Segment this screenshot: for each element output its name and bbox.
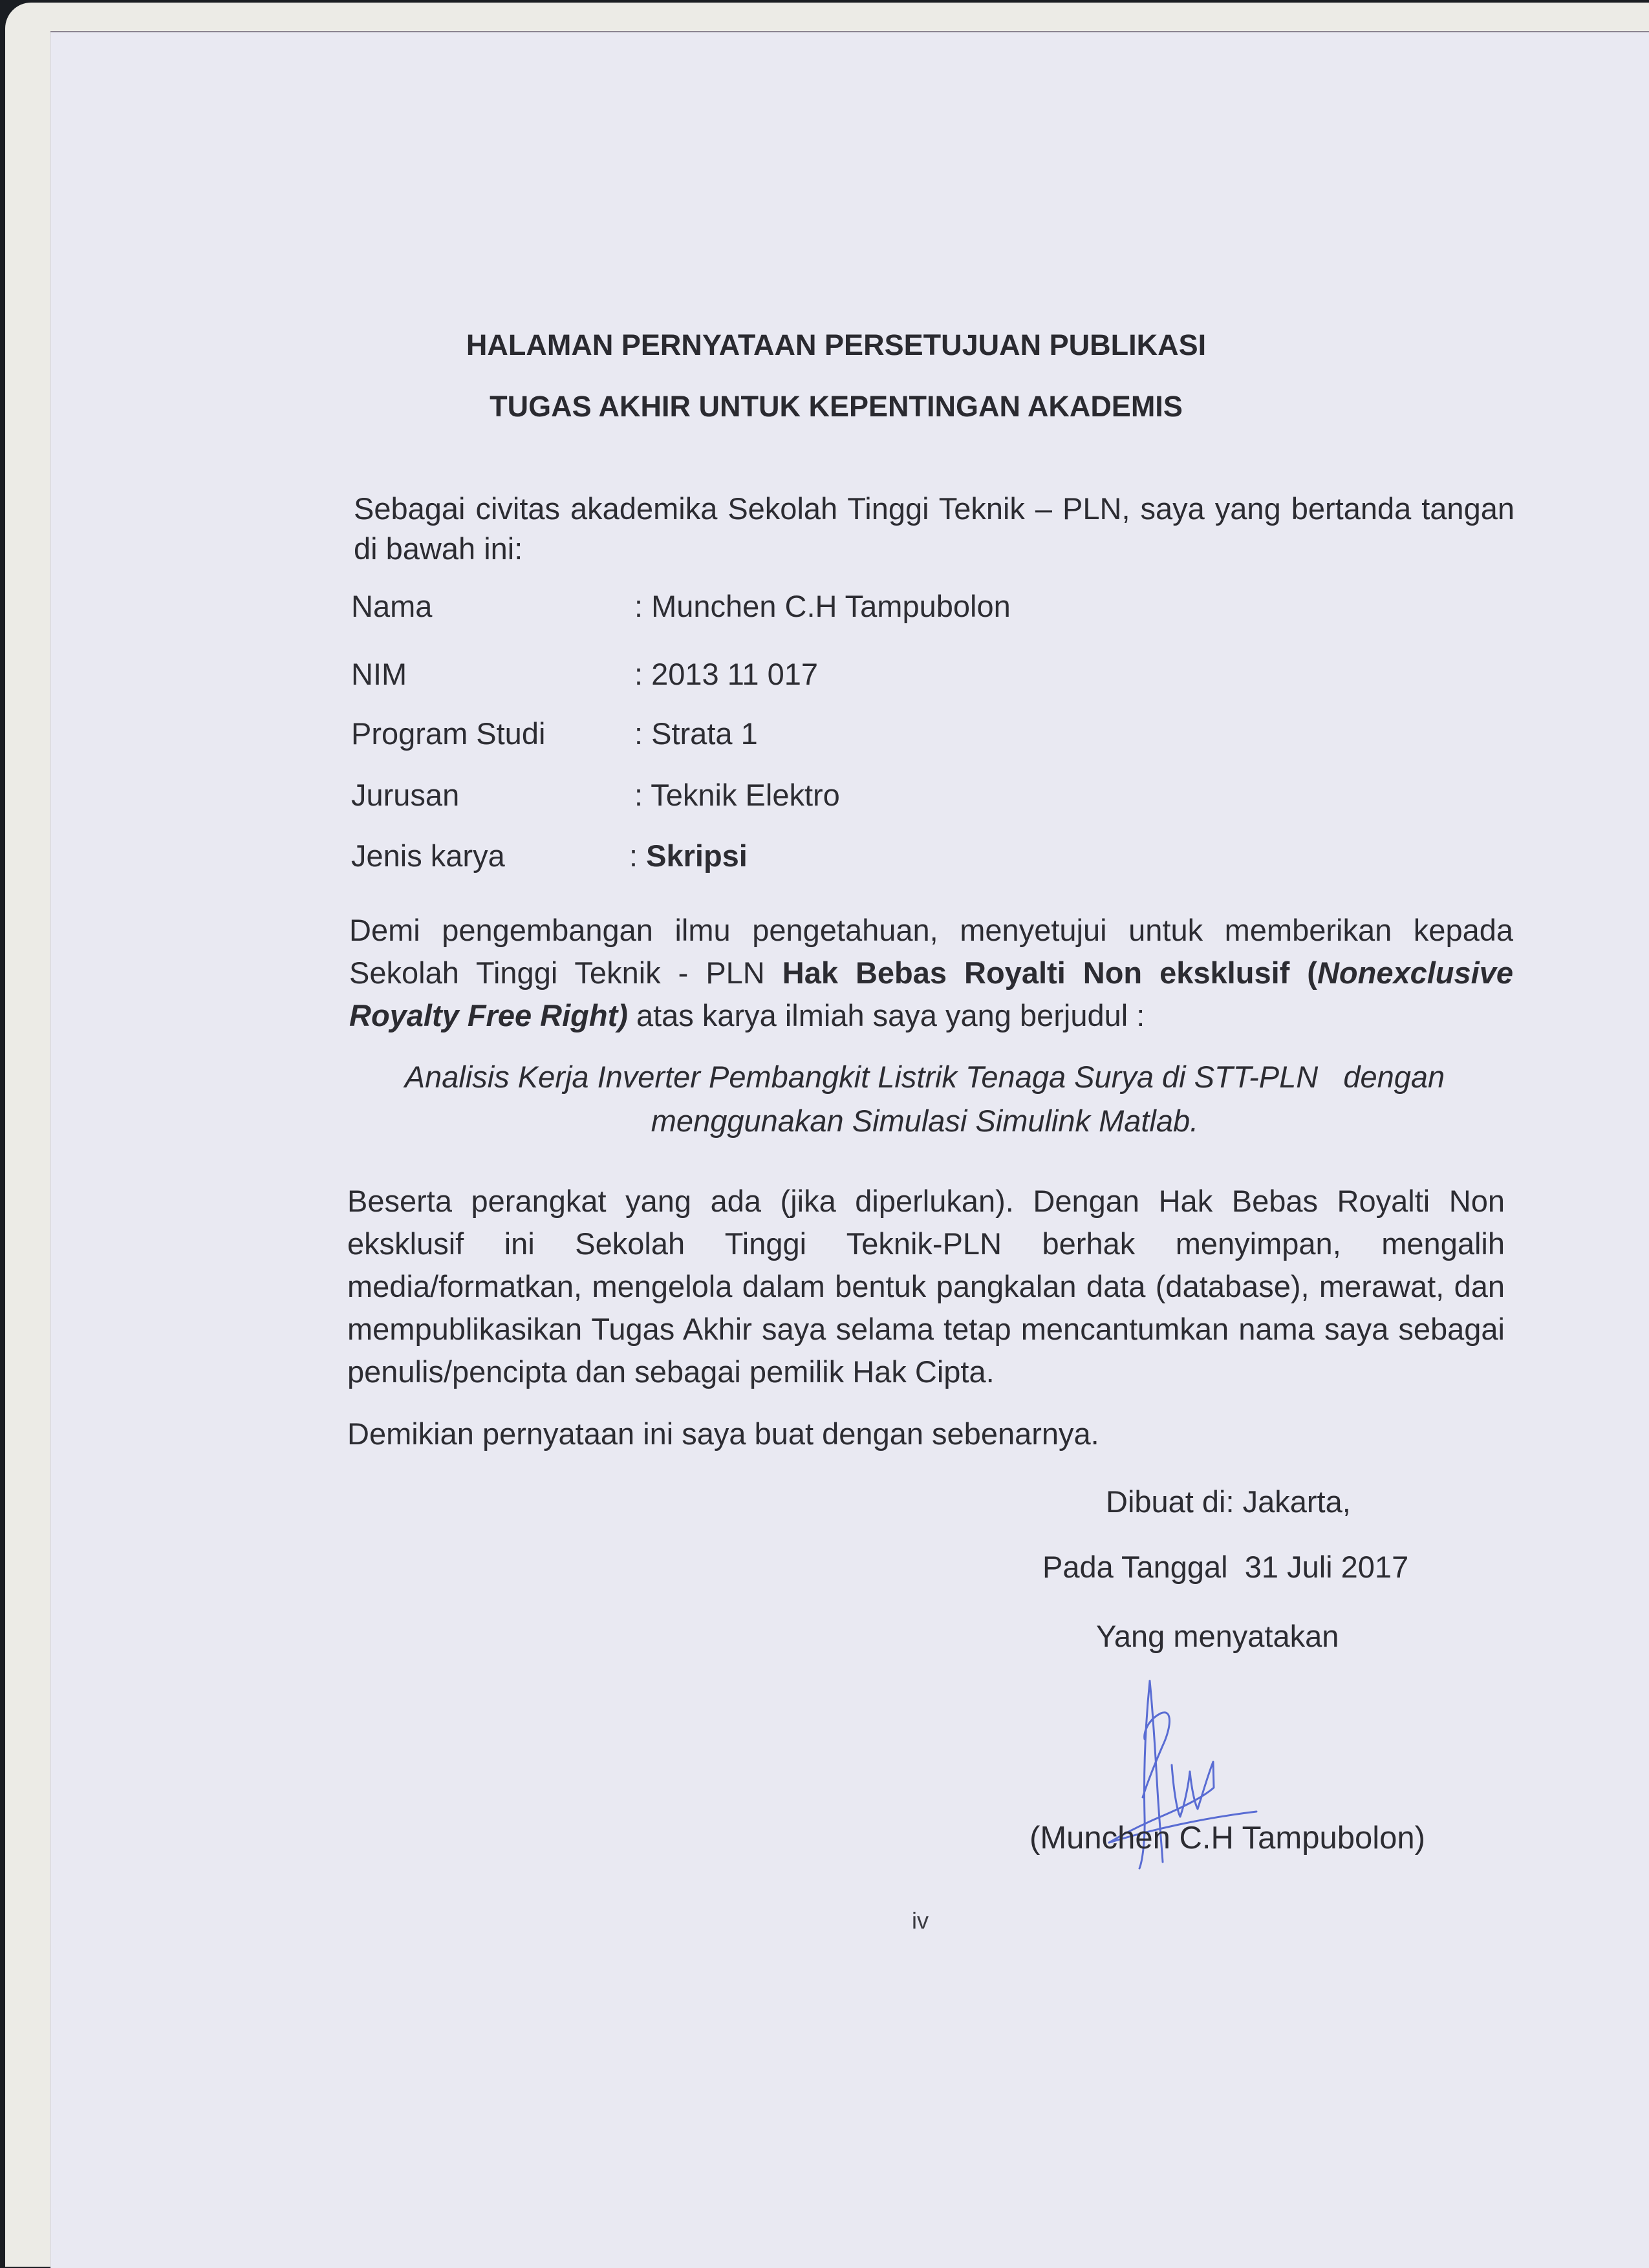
field-value: : Teknik Elektro: [634, 778, 840, 812]
consent-rights-english: Nonexclusive Royalty Free Right): [349, 956, 1513, 1032]
signer-name: (Munchen C.H Tampubolon): [1029, 1821, 1425, 1856]
field-value: [629, 838, 748, 873]
consent-text: Demi pengembangan ilmu pengetahuan, menyetujui untuk memberikan kepada Sekolah Tinggi Teknik - PLN: [349, 913, 1513, 990]
signature-statement: Yang menyatakan: [1096, 1619, 1339, 1653]
thesis-title-line-1: Analisis Kerja Inverter Pembangkit Listrik Tenaga Surya di STT-PLN dengan: [404, 1060, 1445, 1094]
rights-paragraph: Beserta perangkat yang ada (jika diperlukan). Dengan Hak Bebas Royalti Non eksklusif ini Sekolah Tinggi Teknik-PLN berhak menyimpan, mengalih media/formatkan, mengelola dalam bentuk pangkalan data (database), merawat, dan mempublikasikan Tugas Akhir saya selama tetap mencantumkan nama saya sebagai penulis/pencipta dan sebagai pemilik Hak Cipta.: [347, 1184, 1505, 1389]
document-title-line-2: TUGAS AKHIR UNTUK KEPENTINGAN AKADEMIS: [490, 390, 1183, 423]
consent-text-end: atas karya ilmiah saya yang berjudul :: [627, 998, 1145, 1032]
thesis-title-line-2: menggunakan Simulasi Simulink Matlab.: [651, 1104, 1199, 1138]
field-label: NIM: [351, 657, 407, 691]
field-value: : Strata 1: [634, 716, 758, 751]
thesis-title: [362, 1055, 1487, 1143]
field-label: Jenis karya: [351, 839, 505, 873]
document-title-line-1: HALAMAN PERNYATAAN PERSETUJUAN PUBLIKASI: [466, 328, 1207, 361]
field-value-prefix: :: [629, 839, 647, 873]
field-value-bold: Skripsi: [646, 839, 748, 873]
field-value: : 2013 11 017: [634, 657, 818, 691]
field-value: : Munchen C.H Tampubolon: [634, 589, 1011, 623]
closing-statement: Demikian pernyataan ini saya buat dengan sebenarnya.: [347, 1417, 1099, 1451]
field-label: Jurusan: [351, 778, 460, 812]
intro-paragraph: Sebagai civitas akademika Sekolah Tinggi Teknik – PLN, saya yang bertanda tangan di bawah ini:: [354, 491, 1514, 566]
field-label: Nama: [351, 589, 433, 623]
consent-rights-bold: Hak Bebas Royalti Non eksklusif (: [782, 956, 1317, 990]
consent-paragraph: [349, 909, 1513, 1037]
signature-date: Pada Tanggal 31 Juli 2017: [1042, 1550, 1409, 1584]
page-number: iv: [912, 1907, 929, 1934]
signature-place: Dibuat di: Jakarta,: [1106, 1484, 1351, 1519]
field-label: Program Studi: [351, 716, 546, 751]
